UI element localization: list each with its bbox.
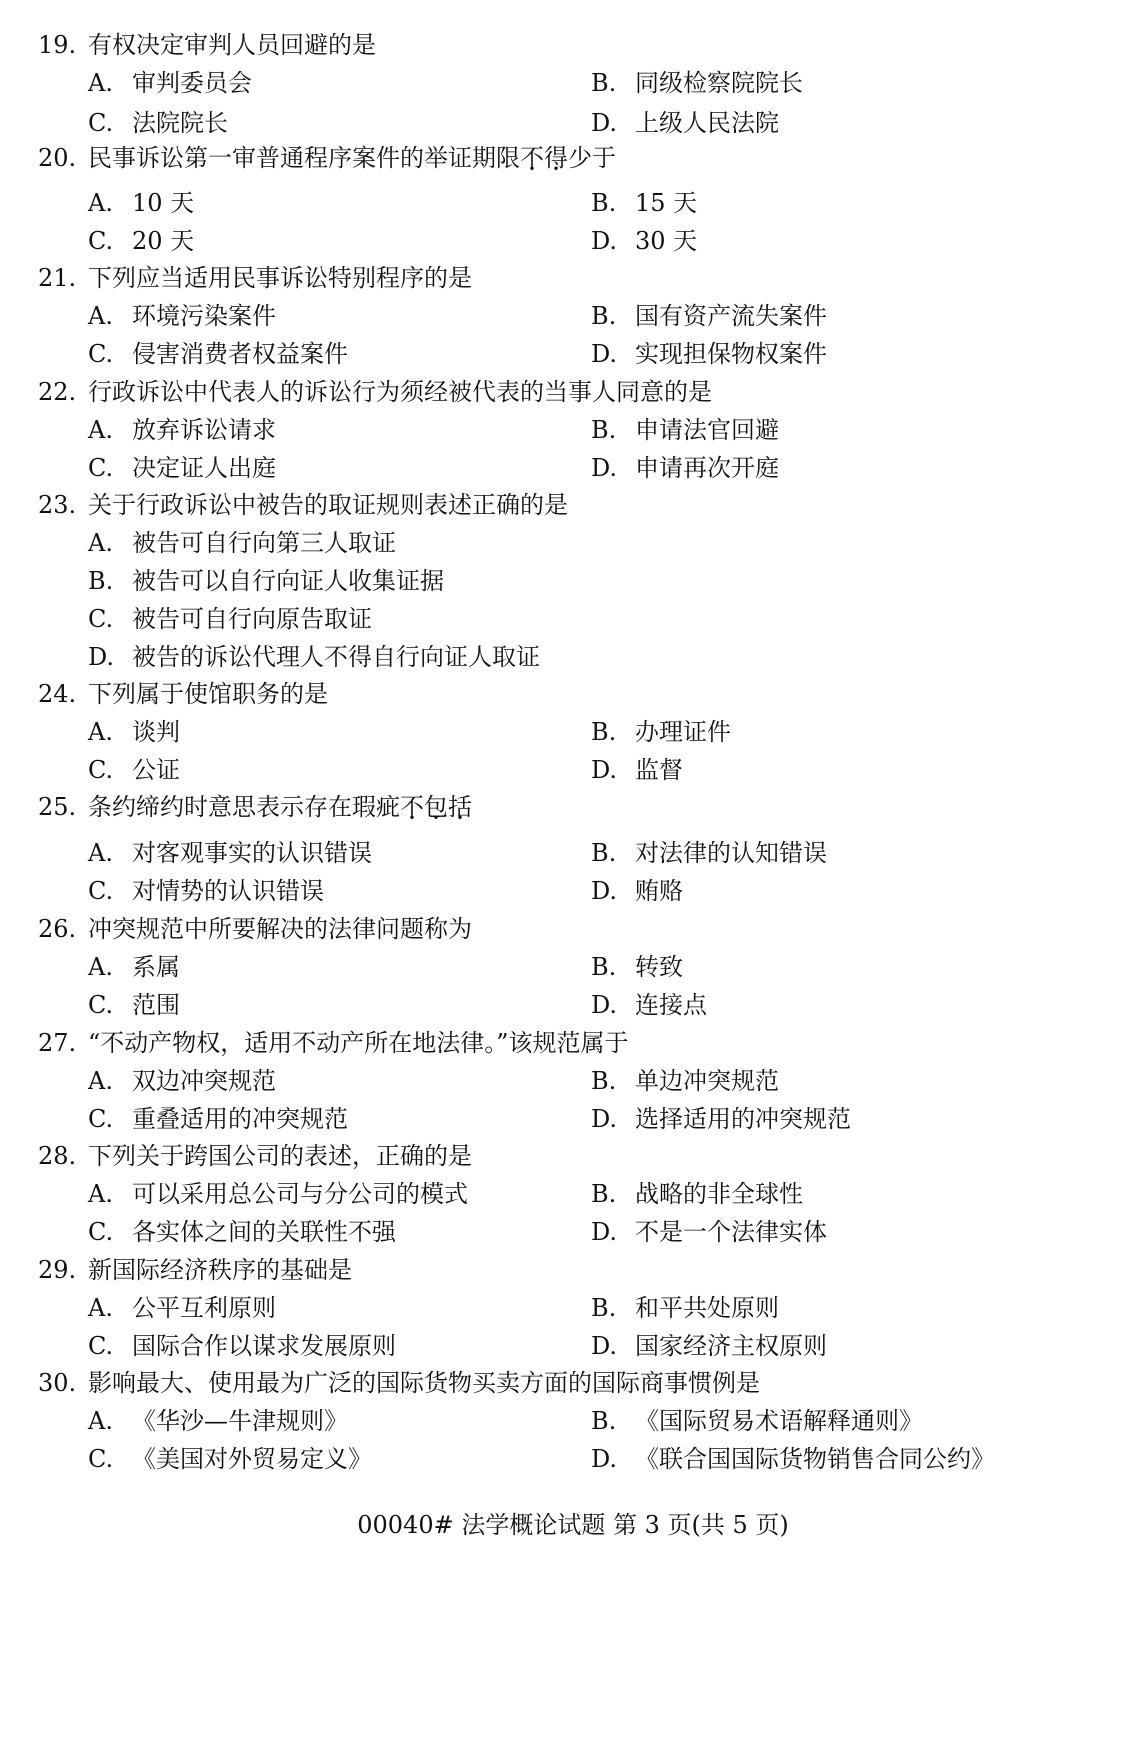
option-text: 30 天 xyxy=(635,227,698,255)
option-text: 环境污染案件 xyxy=(132,302,276,330)
option-c xyxy=(88,604,372,634)
option-label: D. xyxy=(591,1332,618,1360)
emphasis-char: 得 xyxy=(544,144,568,172)
option-label: C. xyxy=(88,991,114,1019)
option-text: 和平共处原则 xyxy=(635,1294,779,1322)
option-label: D. xyxy=(591,1445,618,1473)
option-text: 被告可以自行向证人收集证据 xyxy=(132,567,444,595)
option-label: B. xyxy=(591,1180,617,1208)
option-b xyxy=(591,1293,779,1323)
option-text: 范围 xyxy=(132,991,180,1019)
option-label: D. xyxy=(591,340,618,368)
question-stem: 影响最大、使用最为广泛的国际货物买卖方面的国际商事惯例是 xyxy=(88,1369,760,1397)
option-d xyxy=(591,755,683,785)
option-a xyxy=(88,838,372,868)
option-label: C. xyxy=(88,109,114,137)
option-text: 申请法官回避 xyxy=(635,416,779,444)
option-text: 《联合国国际货物销售合同公约》 xyxy=(635,1445,995,1473)
question-number: 23. xyxy=(38,491,77,519)
option-label: B. xyxy=(591,302,617,330)
option-text: 国家经济主权原则 xyxy=(635,1332,827,1360)
question-number: 29. xyxy=(38,1256,77,1284)
option-text: 20 天 xyxy=(132,227,195,255)
question-stem xyxy=(88,143,616,173)
option-label: B. xyxy=(591,69,617,97)
option-c xyxy=(88,990,180,1020)
option-label: D. xyxy=(591,1105,618,1133)
question-number: 25. xyxy=(38,793,77,821)
option-a xyxy=(88,68,252,98)
option-label: A. xyxy=(88,69,113,97)
question-number: 21. xyxy=(38,264,77,292)
option-label: A. xyxy=(88,839,113,867)
option-label: B. xyxy=(591,189,617,217)
option-label: C. xyxy=(88,605,114,633)
option-a xyxy=(88,952,180,982)
option-b xyxy=(591,1406,923,1436)
question-stem: 有权决定审判人员回避的是 xyxy=(88,31,376,59)
option-label: D. xyxy=(88,643,115,671)
option-text: 被告可自行向第三人取证 xyxy=(132,529,396,557)
question-stem: 冲突规范中所要解决的法律问题称为 xyxy=(88,915,472,943)
option-text: 对法律的认知错误 xyxy=(635,839,827,867)
option-label: A. xyxy=(88,1294,113,1322)
option-c xyxy=(88,1331,396,1361)
option-label: B. xyxy=(591,839,617,867)
option-d xyxy=(88,642,540,672)
option-b xyxy=(591,415,779,445)
option-a xyxy=(88,1293,276,1323)
option-b xyxy=(591,188,697,218)
option-c xyxy=(88,108,228,138)
option-d xyxy=(591,339,827,369)
question-number: 30. xyxy=(38,1369,77,1397)
option-a xyxy=(88,717,180,747)
option-text: 对情势的认识错误 xyxy=(132,877,324,905)
option-text: 同级检察院院长 xyxy=(635,69,803,97)
option-a xyxy=(88,301,276,331)
emphasis-char: 包 xyxy=(424,793,448,821)
option-b xyxy=(591,68,803,98)
option-text: 各实体之间的关联性不强 xyxy=(132,1218,396,1246)
option-d xyxy=(591,226,697,256)
question-stem xyxy=(88,792,472,822)
option-a xyxy=(88,415,276,445)
option-text: 实现担保物权案件 xyxy=(635,340,827,368)
option-a xyxy=(88,1406,348,1436)
option-label: B. xyxy=(591,953,617,981)
option-text: 国有资产流失案件 xyxy=(635,302,827,330)
question-number: 24. xyxy=(38,680,77,708)
option-text: 转致 xyxy=(635,953,683,981)
option-d xyxy=(591,108,779,138)
option-label: A. xyxy=(88,529,113,557)
option-label: C. xyxy=(88,1445,114,1473)
option-text: 对客观事实的认识错误 xyxy=(132,839,372,867)
question-stem: 下列关于跨国公司的表述，正确的是 xyxy=(88,1142,472,1170)
question-number: 20. xyxy=(38,144,77,172)
option-d xyxy=(591,1331,827,1361)
option-text: 被告可自行向原告取证 xyxy=(132,605,372,633)
option-b xyxy=(591,301,827,331)
option-text: 侵害消费者权益案件 xyxy=(132,340,348,368)
option-label: C. xyxy=(88,1332,114,1360)
option-label: A. xyxy=(88,1180,113,1208)
option-text: 可以采用总公司与分公司的模式 xyxy=(132,1180,468,1208)
option-label: A. xyxy=(88,953,113,981)
option-label: D. xyxy=(591,1218,618,1246)
option-text: 15 天 xyxy=(635,189,698,217)
option-c xyxy=(88,453,276,483)
option-text: 国际合作以谋求发展原则 xyxy=(132,1332,396,1360)
question-number: 22. xyxy=(38,378,77,406)
option-b xyxy=(591,1179,803,1209)
option-c xyxy=(88,226,194,256)
question-stem: 新国际经济秩序的基础是 xyxy=(88,1256,352,1284)
option-text: 决定证人出庭 xyxy=(132,454,276,482)
option-c xyxy=(88,1104,348,1134)
option-label: B. xyxy=(591,1407,617,1435)
option-text: 《美国对外贸易定义》 xyxy=(132,1445,372,1473)
option-d xyxy=(591,1217,827,1247)
option-b xyxy=(591,1066,779,1096)
option-text: 公平互利原则 xyxy=(132,1294,276,1322)
option-label: A. xyxy=(88,302,113,330)
option-label: D. xyxy=(591,109,618,137)
option-c xyxy=(88,1217,396,1247)
option-label: B. xyxy=(591,1294,617,1322)
option-d xyxy=(591,990,707,1020)
question-number: 26. xyxy=(38,915,77,943)
page-footer: 00040# 法学概论试题 第 3 页(共 5 页) xyxy=(357,1511,789,1539)
option-label: D. xyxy=(591,991,618,1019)
option-label: C. xyxy=(88,1218,114,1246)
option-text: 法院院长 xyxy=(132,109,228,137)
stem-text: 民事诉讼第一审普通程序案件的举证期限 xyxy=(88,144,520,172)
question-number: 27. xyxy=(38,1029,77,1057)
question-number: 19. xyxy=(38,31,77,59)
option-c xyxy=(88,876,324,906)
option-label: B. xyxy=(591,1067,617,1095)
option-label: D. xyxy=(591,454,618,482)
option-text: 上级人民法院 xyxy=(635,109,779,137)
option-d xyxy=(591,1444,995,1474)
option-a xyxy=(88,528,396,558)
option-b xyxy=(88,566,444,596)
emphasis-char: 不 xyxy=(520,144,544,172)
option-label: B. xyxy=(88,567,114,595)
option-a xyxy=(88,188,194,218)
option-text: 《国际贸易术语解释通则》 xyxy=(635,1407,923,1435)
option-text: 单边冲突规范 xyxy=(635,1067,779,1095)
option-label: C. xyxy=(88,454,114,482)
option-text: 系属 xyxy=(132,953,180,981)
option-text: 贿赂 xyxy=(635,877,683,905)
stem-text: 少于 xyxy=(568,144,616,172)
option-d xyxy=(591,453,779,483)
option-label: C. xyxy=(88,1105,114,1133)
option-label: D. xyxy=(591,227,618,255)
option-label: A. xyxy=(88,718,113,746)
option-label: B. xyxy=(591,416,617,444)
option-label: B. xyxy=(591,718,617,746)
question-stem: “不动产物权，适用不动产所在地法律。”该规范属于 xyxy=(88,1029,629,1057)
question-stem: 下列属于使馆职务的是 xyxy=(88,680,328,708)
option-text: 连接点 xyxy=(635,991,707,1019)
option-label: D. xyxy=(591,877,618,905)
emphasis-char: 括 xyxy=(448,793,472,821)
option-text: 战略的非全球性 xyxy=(635,1180,803,1208)
option-text: 申请再次开庭 xyxy=(635,454,779,482)
option-text: 办理证件 xyxy=(635,718,731,746)
question-stem: 行政诉讼中代表人的诉讼行为须经被代表的当事人同意的是 xyxy=(88,378,712,406)
option-label: A. xyxy=(88,189,113,217)
option-a xyxy=(88,1179,468,1209)
option-a xyxy=(88,1066,276,1096)
option-b xyxy=(591,717,731,747)
option-text: 10 天 xyxy=(132,189,195,217)
option-label: C. xyxy=(88,877,114,905)
option-text: 审判委员会 xyxy=(132,69,252,97)
option-label: C. xyxy=(88,756,114,784)
option-d xyxy=(591,876,683,906)
option-label: D. xyxy=(591,756,618,784)
emphasis-char: 不 xyxy=(400,793,424,821)
option-label: A. xyxy=(88,1067,113,1095)
option-label: A. xyxy=(88,416,113,444)
option-b xyxy=(591,952,683,982)
option-d xyxy=(591,1104,851,1134)
option-label: C. xyxy=(88,227,114,255)
option-c xyxy=(88,339,348,369)
option-text: 监督 xyxy=(635,756,683,784)
option-text: 不是一个法律实体 xyxy=(635,1218,827,1246)
option-label: A. xyxy=(88,1407,113,1435)
stem-text: 条约缔约时意思表示存在瑕疵 xyxy=(88,793,400,821)
option-b xyxy=(591,838,827,868)
option-text: 放弃诉讼请求 xyxy=(132,416,276,444)
option-text: 被告的诉讼代理人不得自行向证人取证 xyxy=(132,643,540,671)
question-stem: 下列应当适用民事诉讼特别程序的是 xyxy=(88,264,472,292)
option-text: 选择适用的冲突规范 xyxy=(635,1105,851,1133)
option-c xyxy=(88,1444,372,1474)
option-text: 重叠适用的冲突规范 xyxy=(132,1105,348,1133)
option-c xyxy=(88,755,180,785)
option-label: C. xyxy=(88,340,114,368)
question-stem: 关于行政诉讼中被告的取证规则表述正确的是 xyxy=(88,491,568,519)
question-number: 28. xyxy=(38,1142,77,1170)
option-text: 公证 xyxy=(132,756,180,784)
option-text: 《华沙—牛津规则》 xyxy=(132,1407,348,1435)
option-text: 双边冲突规范 xyxy=(132,1067,276,1095)
option-text: 谈判 xyxy=(132,718,180,746)
